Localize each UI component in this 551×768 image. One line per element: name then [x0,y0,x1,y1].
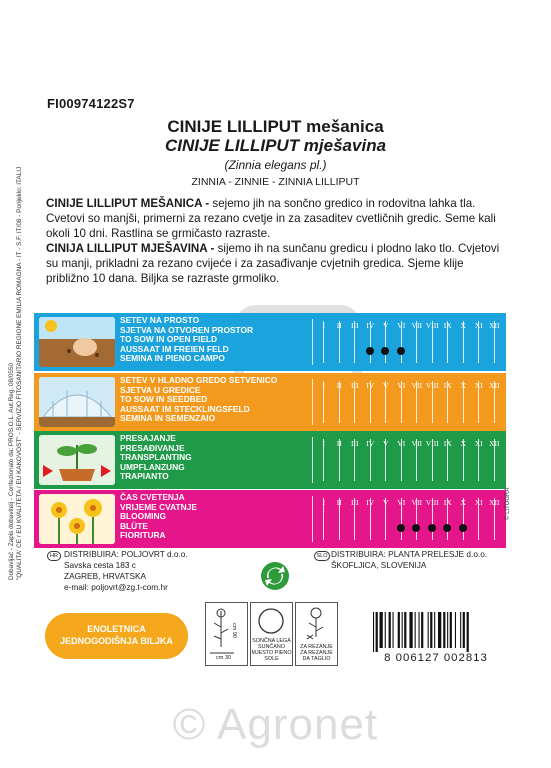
barcode-number: 8 006127 002813 [384,652,488,664]
month-dot [366,347,374,355]
month-label: IV [366,498,375,507]
month-cell [409,317,425,367]
month-label: I [322,381,326,390]
description-croatian-head: CINIJA LILLIPUT MJEŠAVINA - [46,242,215,255]
band-label: TO SOW IN SEEDBED [120,394,208,405]
side-legal-text [8,120,24,580]
month-label: XII [488,498,500,507]
printer-credit: © LITOGRA [505,487,511,520]
month-cell [409,494,425,544]
month-cell [425,494,441,544]
barcode-bar [373,612,374,652]
month-cell [378,494,394,544]
band-label: PRESAJANJE [120,433,176,443]
month-label: X [460,321,466,330]
month-label: I [322,498,326,507]
latin-name: (Zinnia elegans pl.) [224,158,327,172]
month-cell [456,494,472,544]
month-dot [397,347,405,355]
calendar-band [34,490,506,548]
month-cell [440,317,456,367]
month-label: XI [474,381,483,390]
month-label: VIII [425,321,439,330]
month-label: X [460,381,466,390]
annual-label-hr: JEDNOGODIŠNJA BILJKA [60,636,173,646]
month-cell [440,494,456,544]
product-code: FI00974122S7 [47,96,135,111]
description-slovenian-body: sejemo jih na sončno gredico in rodovitna lahka tla. Cvetovi so manjši, primerni za rezano cvetje in za zasaditev cvetličnih gredic. Seme kali okoli 10 dni. Rastlina se grmičasto razraste. [46,197,496,240]
band-label: TRANSPLANTING [120,452,192,463]
distributor-slo [331,549,487,571]
month-dot [428,524,436,532]
month-label: VII [411,439,423,448]
month-grid [316,317,502,367]
month-cell [456,435,472,485]
band-label: AUSSAAT IM FREIEN FELD [120,343,229,354]
distributor-hr-line: Savska cesta 183 c [64,560,136,570]
band-label: BLOOMING [120,511,167,522]
month-label: I [322,439,326,448]
month-label: III [350,439,359,448]
month-label: X [460,498,466,507]
month-grid [316,377,502,427]
month-cell [487,377,503,427]
month-label: V [383,321,389,330]
month-label: VIII [425,439,439,448]
month-label: IV [366,321,375,330]
month-grid [316,435,502,485]
month-dot [459,524,467,532]
barcode-bar [434,612,435,648]
side-legal-line-1: Dobavljač - Zapis dobavitelj - Confezionato da: PROS.O.L. Aut.Reg. 08/0550 [8,362,15,580]
description-croatian [46,241,504,286]
month-label: XII [488,439,500,448]
month-cell [363,377,379,427]
barcode-bar [389,612,391,648]
month-cell [487,435,503,485]
band-label: SJETVA U GREDICE [120,384,201,395]
band-label: VRIJEME CVATNJE [120,501,197,512]
month-dot [397,524,405,532]
month-cell [363,317,379,367]
month-cell [347,317,363,367]
slo-country-badge: SLO [314,551,330,561]
month-label: XI [474,321,483,330]
band-divider [312,379,313,425]
side-legal-line-2: "QUALITA' CE / EU KVALITETA / EU KAKOVOST" - SERVIZIO FITOSANITARIO REGIONE EMILIA ROMAGNA - IT - S.F. IT/08 - Porijeklo: ITALIJ [16,166,23,580]
band-labels [120,316,253,364]
distributor-hr-line: DISTRIBUIRA: POLJOVRT d.o.o. [64,549,188,559]
band-label: SJETVA NA OTVOREN PROSTOR [120,324,254,335]
barcode-bar [443,612,445,648]
barcode-bar [467,612,469,652]
month-cell [487,494,503,544]
band-label: SEMINA IN SEMENZAIO [120,413,216,424]
month-label: III [350,498,359,507]
month-label: I [322,321,326,330]
hr-country-badge: HR [47,551,61,561]
cut-flower-pictogram [295,602,338,666]
barcode-bar [450,612,452,648]
month-cell [316,377,332,427]
barcode-bar [438,612,441,648]
band-label: TRAPIANTO [120,471,169,482]
month-cell [440,435,456,485]
calendar-band [34,313,506,371]
title-croatian: CINIJE LILLIPUT mješavina [164,136,387,155]
month-label: V [383,498,389,507]
calendar-band [34,431,506,489]
description-croatian-body: sijemo ih na sunčanu gredicu i plodno lako tlo. Cvjetovi su manji, prikladni za rezano cvijeće i za zasađivanje cvjetnih gredica. Sjeme klije približno 10 dana. Biljka se razraste grmoliko. [46,242,500,285]
month-label: VIII [425,498,439,507]
scissors-flower-icon [296,603,337,645]
month-label: VII [411,498,423,507]
barcode-bar [402,612,403,648]
band-divider [312,319,313,365]
month-label: III [350,381,359,390]
month-dot [412,524,420,532]
month-cell [332,317,348,367]
barcode-bar [404,612,406,648]
month-cell [409,377,425,427]
month-label: VI [397,498,406,507]
month-cell [425,317,441,367]
month-cell [332,377,348,427]
month-label: VII [411,321,423,330]
month-cell [347,377,363,427]
month-cell [378,377,394,427]
band-label: TO SOW IN OPEN FIELD [120,334,218,345]
month-cell [347,494,363,544]
cut-flower-caption: ZA REZANJE ZA REZANJE DA TAGLIO [300,644,333,662]
barcode-bar [380,612,383,648]
month-label: II [336,498,342,507]
month-label: V [383,381,389,390]
month-cell [394,377,410,427]
band-divider [312,496,313,542]
month-cell [332,494,348,544]
plant-height: cm 90 [231,623,237,638]
band-label: FIORITURA [120,530,166,541]
band-label: SETEV NA PROSTO [120,315,200,325]
band-illustration-icon [39,317,115,367]
band-labels [120,434,192,482]
month-cell [394,317,410,367]
month-label: II [336,321,342,330]
month-label: X [460,439,466,448]
barcode-bar [385,612,386,648]
plant-size-pictogram [205,602,248,666]
barcode-bar [398,612,400,648]
month-label: XII [488,381,500,390]
barcode-bar [421,612,423,648]
distributor-hr-line: e-mail: poljovrt@zg.t-com.hr [64,582,168,592]
month-label: IX [443,381,452,390]
month-cell [456,377,472,427]
band-illustration-icon [39,377,115,427]
agronet-watermark: © Agronet [172,700,379,749]
band-label: PRESAĐIVANJE [120,442,185,453]
band-label: UMPFLANZUNG [120,461,185,472]
barcode-bar [463,612,465,648]
sun-pictogram [250,602,293,666]
band-illustration-icon [39,494,115,544]
month-cell [456,317,472,367]
month-label: IX [443,321,452,330]
band-divider [312,437,313,483]
month-cell [363,494,379,544]
sun-caption: SONČNA LEGA SUNČANO MJESTO PIENO SOLE [251,638,292,662]
month-cell [471,317,487,367]
month-cell [471,377,487,427]
month-label: IX [443,439,452,448]
month-label: XII [488,321,500,330]
month-cell [316,494,332,544]
barcode-graphic [371,612,501,652]
month-cell [347,435,363,485]
month-cell [378,317,394,367]
month-cell [425,435,441,485]
plant-spacing: cm 30 [216,655,231,661]
distributor-slo-line: DISTRIBUIRA: PLANTA PRELESJE d.o.o. [331,549,488,559]
band-label: BLÜTE [120,520,148,531]
barcode-bar [428,612,429,648]
month-label: VII [411,381,423,390]
month-cell [471,494,487,544]
month-cell [471,435,487,485]
month-cell [425,377,441,427]
band-illustration-icon [39,435,115,485]
month-label: IV [366,439,375,448]
barcode-bar [447,612,448,648]
month-dot [443,524,451,532]
annual-label-sl: ENOLETNICA [87,624,146,634]
barcode-bar [419,612,420,648]
band-labels [120,493,197,541]
month-grid [316,494,502,544]
month-cell [409,435,425,485]
month-label: VI [397,439,406,448]
barcode-bar [430,612,432,648]
month-label: VI [397,321,406,330]
month-cell [394,435,410,485]
band-labels [120,376,277,424]
barcode-bar [415,612,416,648]
month-label: IV [366,381,375,390]
month-cell [316,317,332,367]
month-cell [363,435,379,485]
barcode-bar [376,612,378,652]
barcode [371,612,501,652]
month-label: II [336,439,342,448]
distributor-hr-line: ZAGREB, HRVATSKA [64,571,147,581]
barcode-bar [460,612,461,648]
common-names: ZINNIA - ZINNIE - ZINNIA LILLIPUT [191,176,360,188]
month-cell [378,435,394,485]
month-cell [394,494,410,544]
description-slovenian [46,196,504,241]
calendar-band [34,373,506,431]
distributor-hr [64,549,188,593]
barcode-bar [393,612,394,648]
band-label: ČAS CVETENJA [120,492,185,502]
barcode-bar [455,612,456,648]
month-label: IX [443,498,452,507]
band-label: SEMINA IN PIENO CAMPO [120,353,225,364]
month-label: XI [474,439,483,448]
month-label: VI [397,381,406,390]
month-label: VIII [425,381,439,390]
band-label: AUSSAAT IM STECKLINGSFELD [120,403,250,414]
month-label: II [336,381,342,390]
recycle-icon [260,561,290,591]
month-cell [332,435,348,485]
month-label: V [383,439,389,448]
month-label: III [350,321,359,330]
band-label: SETEV V HLADNO GREDO SETVENICO [120,375,278,385]
description-slovenian-head: CINIJE LILLIPUT MEŠANICA - [46,197,210,210]
month-label: XI [474,498,483,507]
month-dot [381,347,389,355]
month-cell [316,435,332,485]
barcode-bar [409,612,412,648]
title-slovenian: CINIJE LILLIPUT mešanica [167,117,384,136]
annual-plant-badge [45,613,188,659]
month-cell [440,377,456,427]
month-cell [487,317,503,367]
distributor-slo-line: ŠKOFLJICA, SLOVENIJA [331,560,427,570]
